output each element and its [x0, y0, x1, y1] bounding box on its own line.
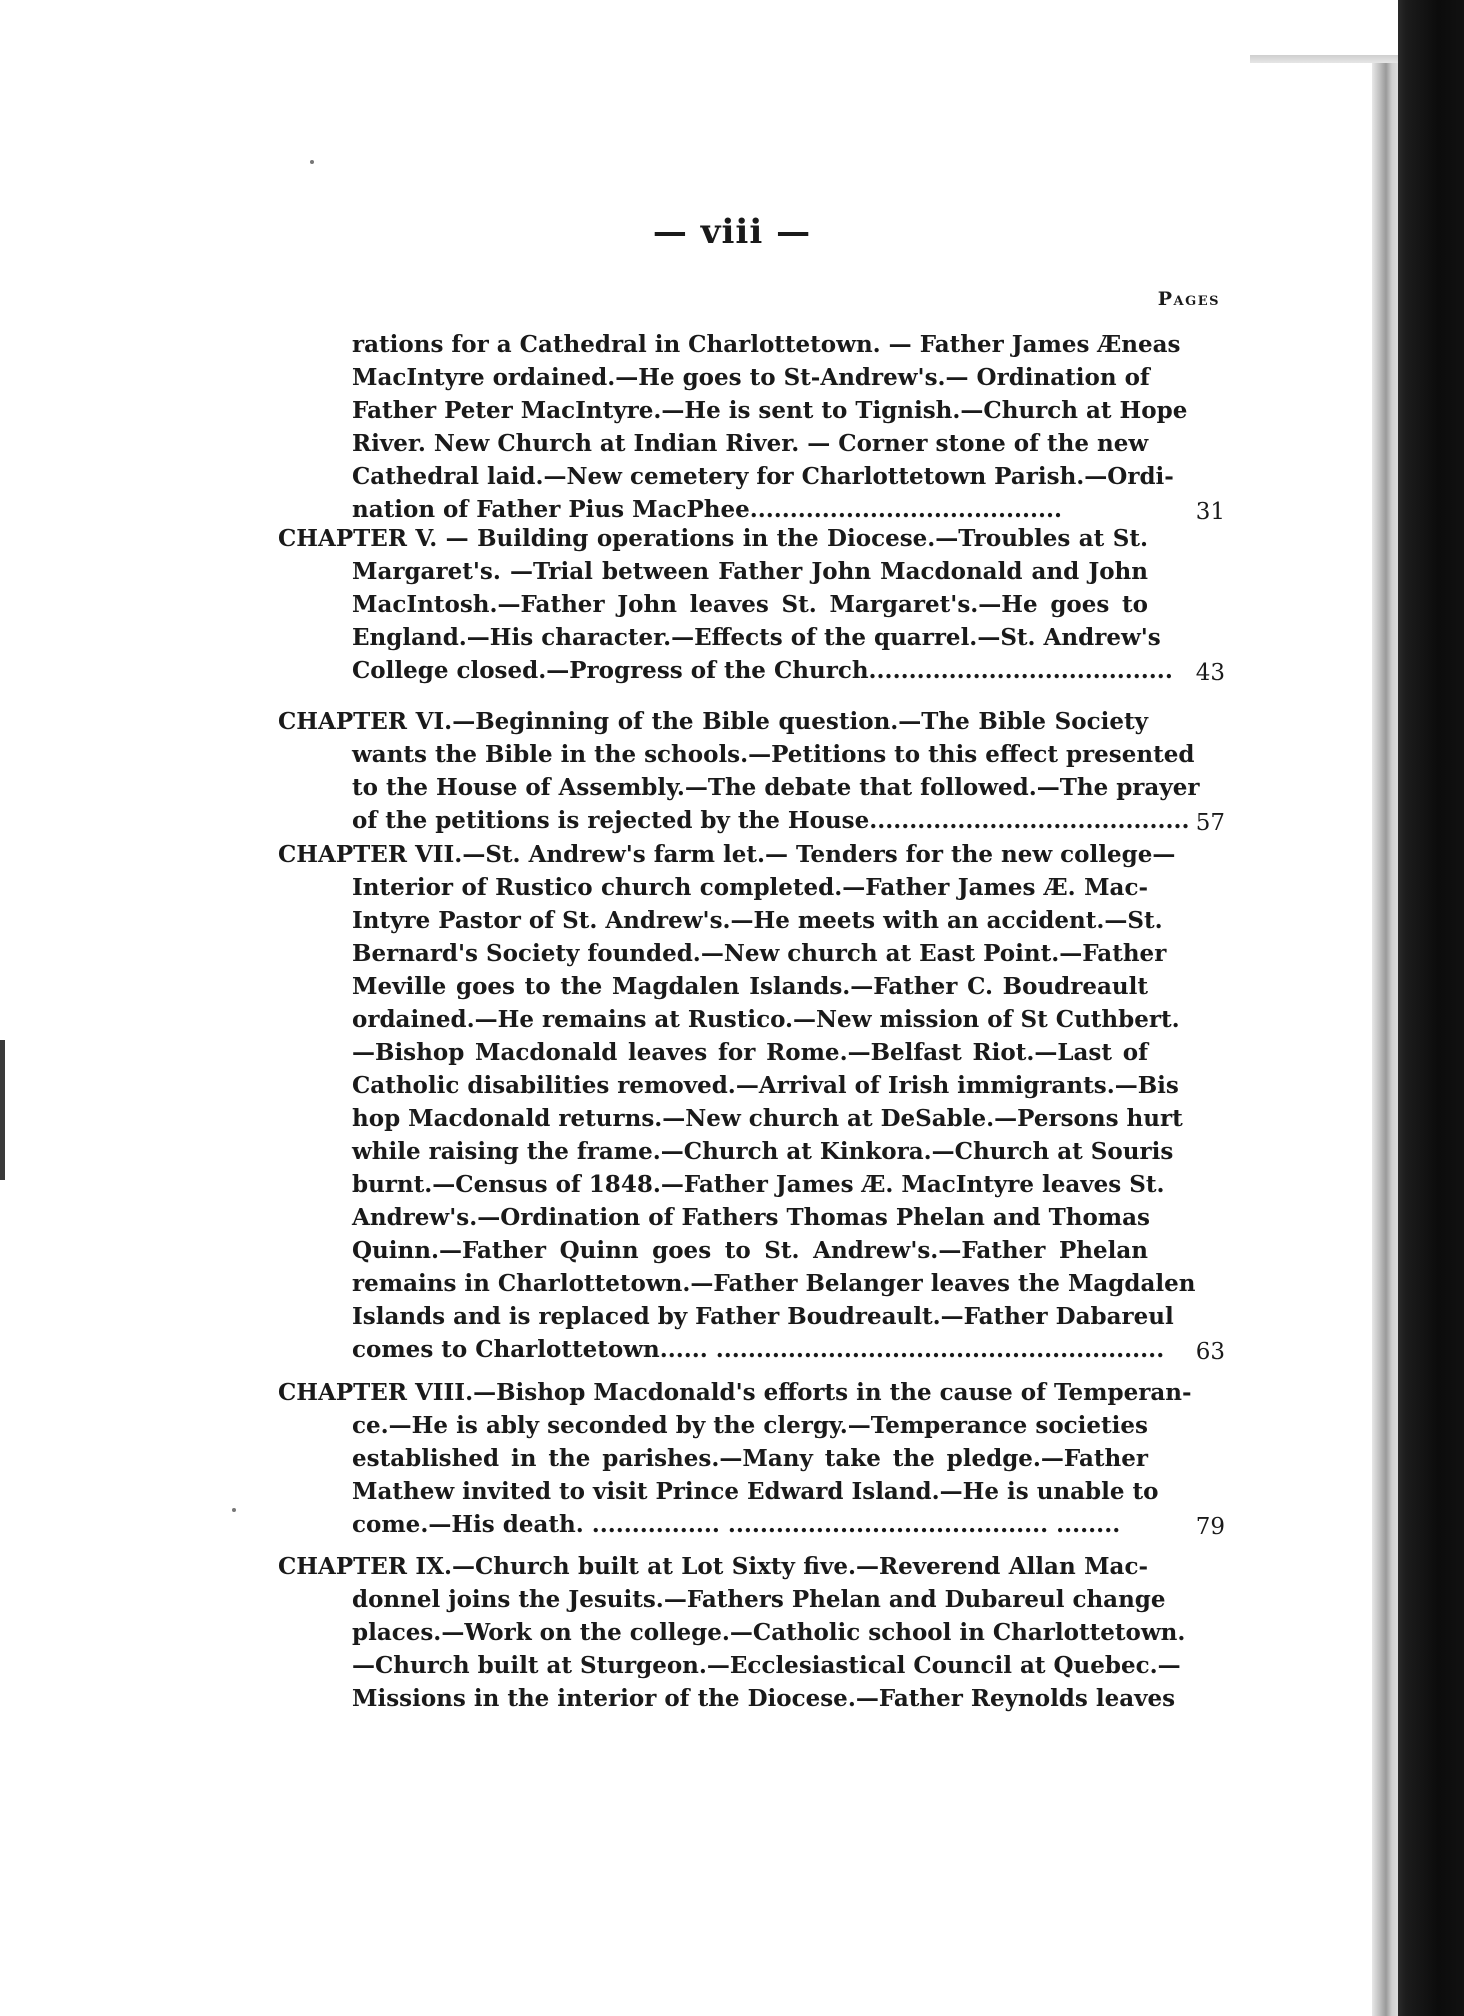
- scan-speck: [232, 1508, 236, 1512]
- toc-page-number: 63: [1195, 1339, 1225, 1365]
- toc-entry-line: Andrew's.—Ordination of Fathers Thomas Phelan and Thomas: [352, 1204, 1150, 1231]
- toc-entry-line: Missions in the interior of the Diocese.—Father Reynolds leaves: [352, 1685, 1176, 1712]
- toc-entry-line: England.—His character.—Effects of the quarrel.—St. Andrew's: [352, 624, 1161, 651]
- toc-entry-line: Quinn.—Father Quinn goes to St. Andrew's.—Father Phelan: [352, 1237, 1148, 1264]
- toc-entry-line: Catholic disabilities removed.—Arrival of Irish immigrants.—Bis: [352, 1072, 1179, 1099]
- toc-entry-line: CHAPTER V. — Building operations in the Diocese.—Troubles at St.: [278, 525, 1148, 552]
- toc-page-number: 57: [1195, 810, 1225, 836]
- toc-page-number: 31: [1195, 499, 1225, 525]
- toc-entry-line: ce.—He is ably seconded by the clergy.—Temperance societies: [352, 1412, 1148, 1439]
- toc-entry-line: CHAPTER IX.—Church built at Lot Sixty five.—Reverend Allan Mac-: [278, 1553, 1148, 1580]
- toc-entry-line: nation of Father Pius MacPhee.......................................: [352, 496, 1063, 523]
- toc-entry-line: Margaret's. —Trial between Father John Macdonald and John: [352, 558, 1148, 585]
- toc-entry-line: River. New Church at Indian River. — Corner stone of the new: [352, 430, 1149, 457]
- toc-entry-line: —Church built at Sturgeon.—Ecclesiastical Council at Quebec.—: [352, 1652, 1181, 1679]
- scan-left-mark: [0, 1040, 5, 1180]
- toc-entry-line: to the House of Assembly.—The debate that followed.—The prayer: [352, 774, 1200, 801]
- page-number-header: — viii —: [652, 212, 812, 252]
- toc-entry-line: hop Macdonald returns.—New church at DeSable.—Persons hurt: [352, 1105, 1183, 1132]
- scan-border: [1398, 0, 1464, 2016]
- toc-entry-line: Intyre Pastor of St. Andrew's.—He meets with an accident.—St.: [352, 907, 1163, 934]
- toc-entry-line: Mathew invited to visit Prince Edward Island.—He is unable to: [352, 1478, 1159, 1505]
- toc-entry-line: donnel joins the Jesuits.—Fathers Phelan and Dubareul change: [352, 1586, 1166, 1613]
- toc-page-number: 79: [1195, 1514, 1225, 1540]
- toc-entry-line: Meville goes to the Magdalen Islands.—Father C. Boudreault: [352, 973, 1148, 1000]
- toc-entry-line: CHAPTER VII.—St. Andrew's farm let.— Tenders for the new college—: [278, 841, 1176, 868]
- toc-entry-line: CHAPTER VI.—Beginning of the Bible question.—The Bible Society: [278, 708, 1148, 735]
- toc-entry-line: burnt.—Census of 1848.—Father James Æ. MacIntyre leaves St.: [352, 1171, 1165, 1198]
- toc-entry-line: rations for a Cathedral in Charlottetown. — Father James Æneas: [352, 331, 1181, 358]
- toc-entry-line: remains in Charlottetown.—Father Belanger leaves the Magdalen: [352, 1270, 1196, 1297]
- pages-column-label: Pages: [1157, 288, 1220, 310]
- scan-speck: [310, 160, 314, 164]
- toc-entry-line: CHAPTER VIII.—Bishop Macdonald's efforts in the cause of Temperan-: [278, 1379, 1192, 1406]
- toc-entry-line: places.—Work on the college.—Catholic school in Charlottetown.: [352, 1619, 1186, 1646]
- toc-entry-line: —Bishop Macdonald leaves for Rome.—Belfast Riot.—Last of: [352, 1039, 1148, 1066]
- toc-entry-line: MacIntosh.—Father John leaves St. Margaret's.—He goes to: [352, 591, 1148, 618]
- toc-entry-line: come.—His death. ................ ........................................ ........: [352, 1511, 1121, 1538]
- page-edge-top: [1250, 55, 1398, 63]
- toc-entry-line: College closed.—Progress of the Church......................................: [352, 657, 1173, 684]
- toc-page-number: 43: [1195, 660, 1225, 686]
- toc-entry-line: Cathedral laid.—New cemetery for Charlottetown Parish.—Ordi-: [352, 463, 1174, 490]
- toc-entry-line: Father Peter MacIntyre.—He is sent to Tignish.—Church at Hope: [352, 397, 1188, 424]
- toc-entry-line: established in the parishes.—Many take the pledge.—Father: [352, 1445, 1148, 1472]
- toc-entry-line: while raising the frame.—Church at Kinkora.—Church at Souris: [352, 1138, 1174, 1165]
- toc-entry-line: ordained.—He remains at Rustico.—New mission of St Cuthbert.: [352, 1006, 1180, 1033]
- toc-entry-line: wants the Bible in the schools.—Petitions to this effect presented: [352, 741, 1195, 768]
- toc-entry-line: MacIntyre ordained.—He goes to St-Andrew's.— Ordination of: [352, 364, 1150, 391]
- toc-entry-line: Interior of Rustico church completed.—Father James Æ. Mac-: [352, 874, 1148, 901]
- page-edge-shadow: [1372, 60, 1398, 2016]
- toc-entry-line: Islands and is replaced by Father Boudreault.—Father Dabareul: [352, 1303, 1174, 1330]
- toc-entry-line: Bernard's Society founded.—New church at East Point.—Father: [352, 940, 1167, 967]
- toc-entry-line: comes to Charlottetown...... ........................................................: [352, 1336, 1165, 1363]
- toc-entry-line: of the petitions is rejected by the House........................................: [352, 807, 1190, 834]
